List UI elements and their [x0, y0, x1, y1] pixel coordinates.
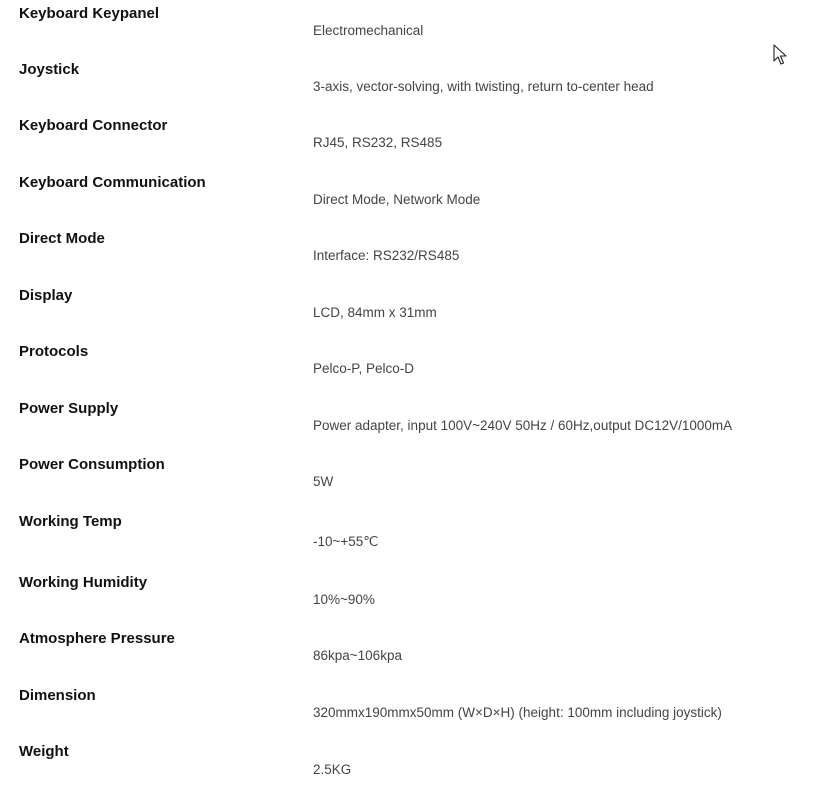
spec-value: 320mmx190mmx50mm (W×D×H) (height: 100mm including joystick) [313, 705, 722, 720]
spec-row-protocols [0, 338, 816, 394]
spec-value: LCD, 84mm x 31mm [313, 305, 437, 320]
spec-label: Display [19, 287, 73, 304]
spec-label: Keyboard Keypanel [19, 5, 160, 22]
spec-label: Weight [19, 743, 69, 760]
spec-value: 2.5KG [313, 762, 352, 777]
spec-row-joystick [0, 56, 816, 112]
spec-row-direct-mode [0, 225, 816, 281]
spec-row-working-temp [0, 508, 816, 564]
spec-label: Protocols [19, 343, 89, 360]
spec-row-weight [0, 738, 816, 794]
spec-row-working-humidity [0, 569, 816, 625]
spec-label: Power Supply [19, 400, 119, 417]
spec-label: Joystick [19, 61, 80, 78]
spec-value: 3-axis, vector-solving, with twisting, return to-center head [313, 79, 654, 94]
spec-label: Keyboard Connector [19, 117, 168, 134]
spec-value: 86kpa~106kpa [313, 648, 402, 663]
spec-value: Interface: RS232/RS485 [313, 248, 460, 263]
spec-label: Power Consumption [19, 456, 165, 473]
spec-value: Power adapter, input 100V~240V 50Hz / 60Hz,output DC12V/1000mA [313, 418, 733, 433]
spec-value: Electromechanical [313, 23, 424, 38]
spec-value: 10%~90% [313, 592, 375, 607]
spec-row-keyboard-communication [0, 169, 816, 225]
spec-row-power-supply [0, 395, 816, 451]
spec-row-power-consumption [0, 451, 816, 507]
spec-row-keyboard-keypanel [0, 0, 816, 56]
spec-value: Direct Mode, Network Mode [313, 192, 481, 207]
spec-value: -10~+55℃ [313, 534, 379, 549]
spec-label: Direct Mode [19, 230, 105, 247]
spec-row-display [0, 282, 816, 338]
spec-label: Working Humidity [19, 574, 148, 591]
spec-label: Working Temp [19, 513, 122, 530]
spec-row-dimension [0, 682, 816, 738]
spec-label: Keyboard Communication [19, 174, 206, 191]
spec-row-atmosphere-pressure [0, 625, 816, 681]
spec-value: RJ45, RS232, RS485 [313, 135, 443, 150]
spec-value: Pelco-P, Pelco-D [313, 361, 415, 376]
mouse-pointer-icon [773, 44, 789, 66]
spec-label: Atmosphere Pressure [19, 630, 175, 647]
spec-row-keyboard-connector [0, 112, 816, 168]
spec-label: Dimension [19, 687, 96, 704]
spec-value: 5W [313, 474, 334, 489]
